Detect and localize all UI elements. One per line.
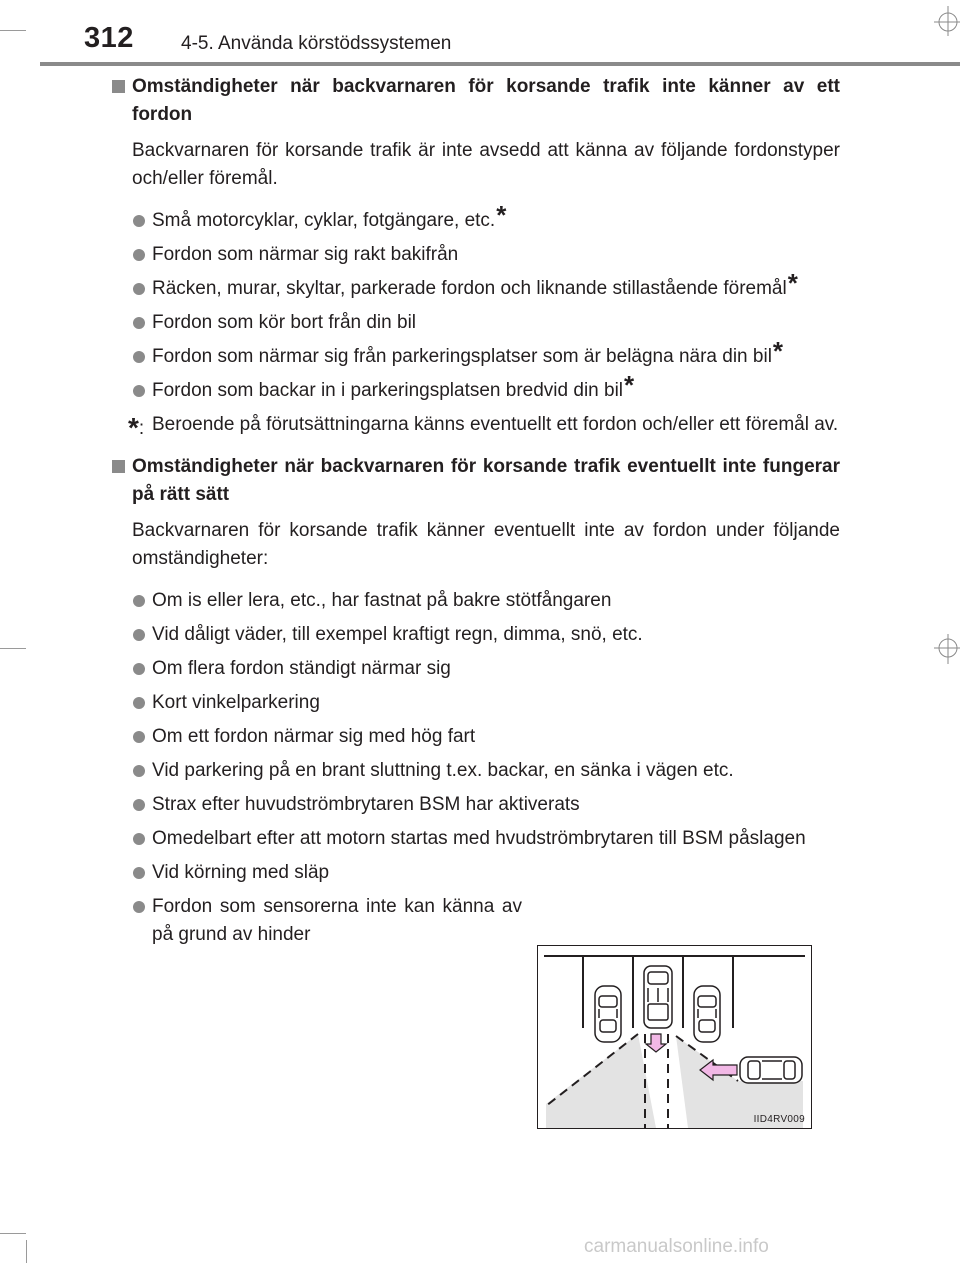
crop-mark [0,648,26,649]
list-item [112,309,840,337]
header-rule [40,62,960,66]
list-item [112,825,840,853]
list-item-text: Fordon som närmar sig rakt bakifrån [152,244,459,265]
own-vehicle-icon [644,966,672,1028]
list-item [112,200,840,235]
bullet-dot-icon [133,629,145,641]
registration-mark-icon [934,634,960,664]
list-item [112,757,840,785]
list-item-text: Vid dåligt väder, till exempel kraftigt regn, dimma, snö, etc. [152,624,643,645]
list-item [112,893,522,949]
bullet-dot-icon [133,799,145,811]
bullet-dot-icon [133,595,145,607]
square-bullet-icon [112,460,125,473]
bullet-dot-icon [133,731,145,743]
list-item [112,689,840,717]
bullet-dot-icon [133,351,145,363]
list-item [112,336,840,371]
bullet-dot-icon [133,317,145,329]
asterisk-mark: * [787,268,798,298]
list-item-text: Fordon som backar in i parkeringsplatsen bredvid din bil [152,380,624,401]
left-detection-zone [546,1034,656,1128]
bullet-dot-icon [133,697,145,709]
list-item-text: Om is eller lera, etc., har fastnat på bakre stötfångaren [152,590,612,611]
footnote-asterisk: * [128,412,139,443]
page-number: 312 [84,22,134,54]
asterisk-mark: * [624,370,635,400]
list-item [112,587,840,615]
parking-illustration [537,945,812,1129]
section-intro: Backvarnaren för korsande trafik är inte avsedd att känna av följande fordonstyper och/eller föremål. [132,140,840,189]
parked-car-icon [595,986,621,1042]
bullet-list [112,587,840,949]
list-item-text: Fordon som sensorerna inte kan känna av på grund av hinder [152,896,522,945]
list-item [112,621,840,649]
section-heading-text: Omständigheter när backvarnaren för korsande trafik inte känner av ett fordon [132,76,840,125]
list-item-text: Om flera fordon ständigt närmar sig [152,658,451,679]
list-item-text: Kort vinkelparkering [152,692,320,713]
list-item-text: Fordon som kör bort från din bil [152,312,417,333]
list-item [112,370,840,405]
section-heading [112,453,840,509]
list-item-text: Vid körning med släp [152,862,330,883]
footnote-text: Beroende på förutsättningarna känns eventuellt ett fordon och/eller ett föremål av. [152,414,839,435]
reverse-direction-arrow-icon [646,1034,666,1052]
crop-mark [0,1233,26,1234]
footer-watermark: carmanualsonline.info [584,1236,769,1257]
list-item-text: Räcken, murar, skyltar, parkerade fordon och liknande stillastående föremål [152,278,787,299]
parking-scene-diagram [538,946,811,1128]
section-heading [112,73,840,129]
bullet-dot-icon [133,215,145,227]
section-intro: Backvarnaren för korsande trafik känner eventuellt inte av fordon under följande omständigheter: [132,520,840,569]
bullet-dot-icon [133,765,145,777]
list-item-text: Vid parkering på en brant sluttning t.ex. backar, en sänka i vägen etc. [152,760,734,781]
bullet-list [112,200,840,405]
parked-car-icon [694,986,720,1042]
crop-mark [0,30,26,31]
list-item-text: Omedelbart efter att motorn startas med hvudströmbrytaren till BSM påslagen [152,828,806,849]
list-item [112,268,840,303]
list-item-text: Små motorcyklar, cyklar, fotgängare, etc. [152,210,496,231]
list-item-text: Fordon som närmar sig från parkeringsplatser som är belägna nära din bil [152,346,772,367]
list-item-text: Om ett fordon närmar sig med hög fart [152,726,476,747]
asterisk-mark: * [496,200,507,230]
crop-mark [26,1240,27,1263]
footnote-marker [128,411,144,443]
section-title: 4-5. Använda körstödssystemen [181,33,452,54]
square-bullet-icon [112,80,125,93]
page-content [112,73,840,949]
list-item [112,791,840,819]
bullet-dot-icon [133,663,145,675]
bullet-dot-icon [133,249,145,261]
bullet-dot-icon [133,901,145,913]
figure-code: IID4RV009 [753,1114,805,1125]
asterisk-mark: * [772,336,784,366]
list-item [112,241,840,269]
bullet-dot-icon [133,283,145,295]
section-heading-text: Omständigheter när backvarnaren för korsande trafik eventuellt inte fungerar på rätt sätt [132,456,840,505]
bullet-dot-icon [133,385,145,397]
list-item [112,859,840,887]
list-item [112,723,840,751]
approaching-vehicle-icon [740,1057,802,1083]
list-item-text: Strax efter huvudströmbrytaren BSM har aktiverats [152,794,580,815]
bullet-dot-icon [133,867,145,879]
bullet-dot-icon [133,833,145,845]
footnote-colon: : [138,418,145,439]
registration-mark-icon [934,6,960,36]
footnote [112,411,840,443]
list-item [112,655,840,683]
